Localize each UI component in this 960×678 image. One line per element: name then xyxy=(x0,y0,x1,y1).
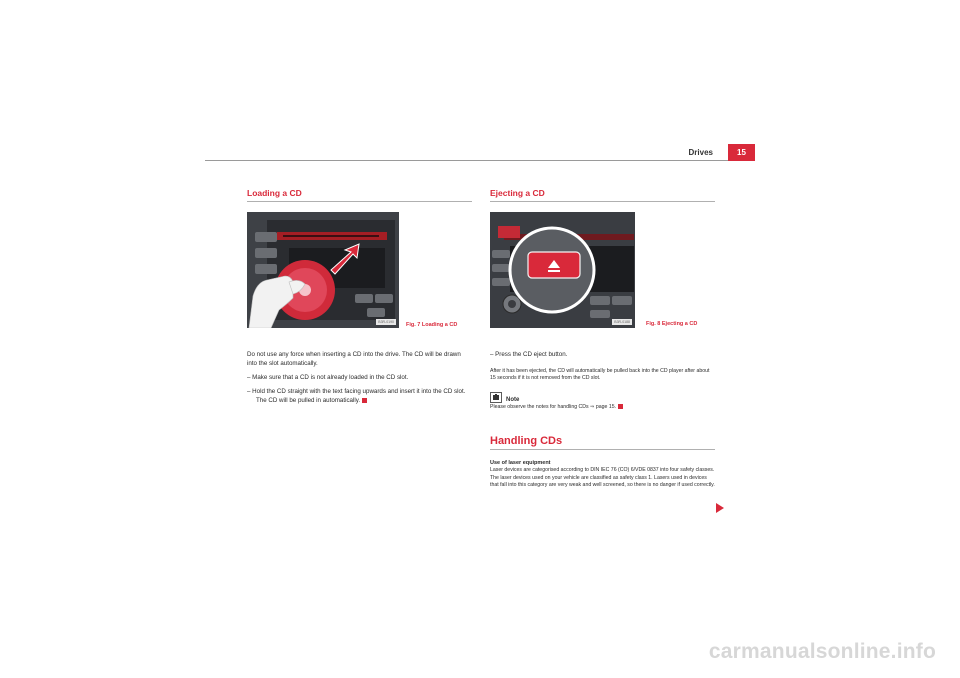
running-head: Drives xyxy=(688,148,713,157)
section-title-handling: Handling CDs xyxy=(490,435,715,450)
radio-eject-illustration xyxy=(490,212,635,328)
figure-caption-loading: Fig. 7 Loading a CD xyxy=(406,322,458,328)
end-marker xyxy=(618,404,623,409)
note-icon xyxy=(490,392,502,403)
note-label: Note xyxy=(506,396,520,403)
loading-step-1: – Make sure that a CD is not already loaded in the CD slot. xyxy=(247,374,409,381)
section-title-ejecting: Ejecting a CD xyxy=(490,188,715,202)
figure-loading-cd xyxy=(247,212,472,330)
loading-step-2-text: – Hold the CD straight with the text facing upwards and insert it into the CD slot. The CD will be pulled in automatically. xyxy=(247,388,466,404)
header-rule xyxy=(205,160,728,161)
watermark: carmanualsonline.info xyxy=(708,640,936,663)
eject-step: – Press the CD eject button. xyxy=(490,351,568,358)
section-title-loading: Loading a CD xyxy=(247,188,472,202)
figure-code-ejecting: B3R-0188 xyxy=(614,320,630,324)
loading-step-2 xyxy=(247,387,472,405)
right-column xyxy=(490,188,715,489)
laser-text: Laser devices are categorised according to DIN IEC 76 (CO) 6/VDE 0837 into four safety classes. The laser devices used on your vehicle are classified as safety class 1. Lasers used in devices that fall into this category are very weak and well screened, so there is no danger if used correctly. xyxy=(490,467,715,489)
laser-subtitle: Use of laser equipment xyxy=(490,460,551,467)
radio-insert-illustration xyxy=(247,212,399,328)
figure-ejecting-cd xyxy=(490,212,715,330)
figure-code-loading: B3R-0190 xyxy=(378,320,394,324)
photo-loading-cd xyxy=(247,212,399,328)
loading-intro: Do not use any force when inserting a CD into the drive. The CD will be drawn into the slot automatically. xyxy=(247,351,461,367)
figure-caption-ejecting: Fig. 8 Ejecting a CD xyxy=(646,321,698,327)
note-text: Please observe the notes for handling CDs ⇒ page 15. xyxy=(490,403,617,410)
photo-ejecting-cd xyxy=(490,212,635,328)
end-marker xyxy=(362,398,367,403)
page-number: 15 xyxy=(728,144,755,161)
note-text-row xyxy=(490,404,715,411)
next-page-arrow-icon xyxy=(716,503,724,513)
eject-auto-note: After it has been ejected, the CD will automatically be pulled back into the CD player after about 15 seconds if it is not removed from the CD slot. xyxy=(490,368,710,382)
left-column xyxy=(247,188,472,405)
note-block xyxy=(490,392,715,403)
